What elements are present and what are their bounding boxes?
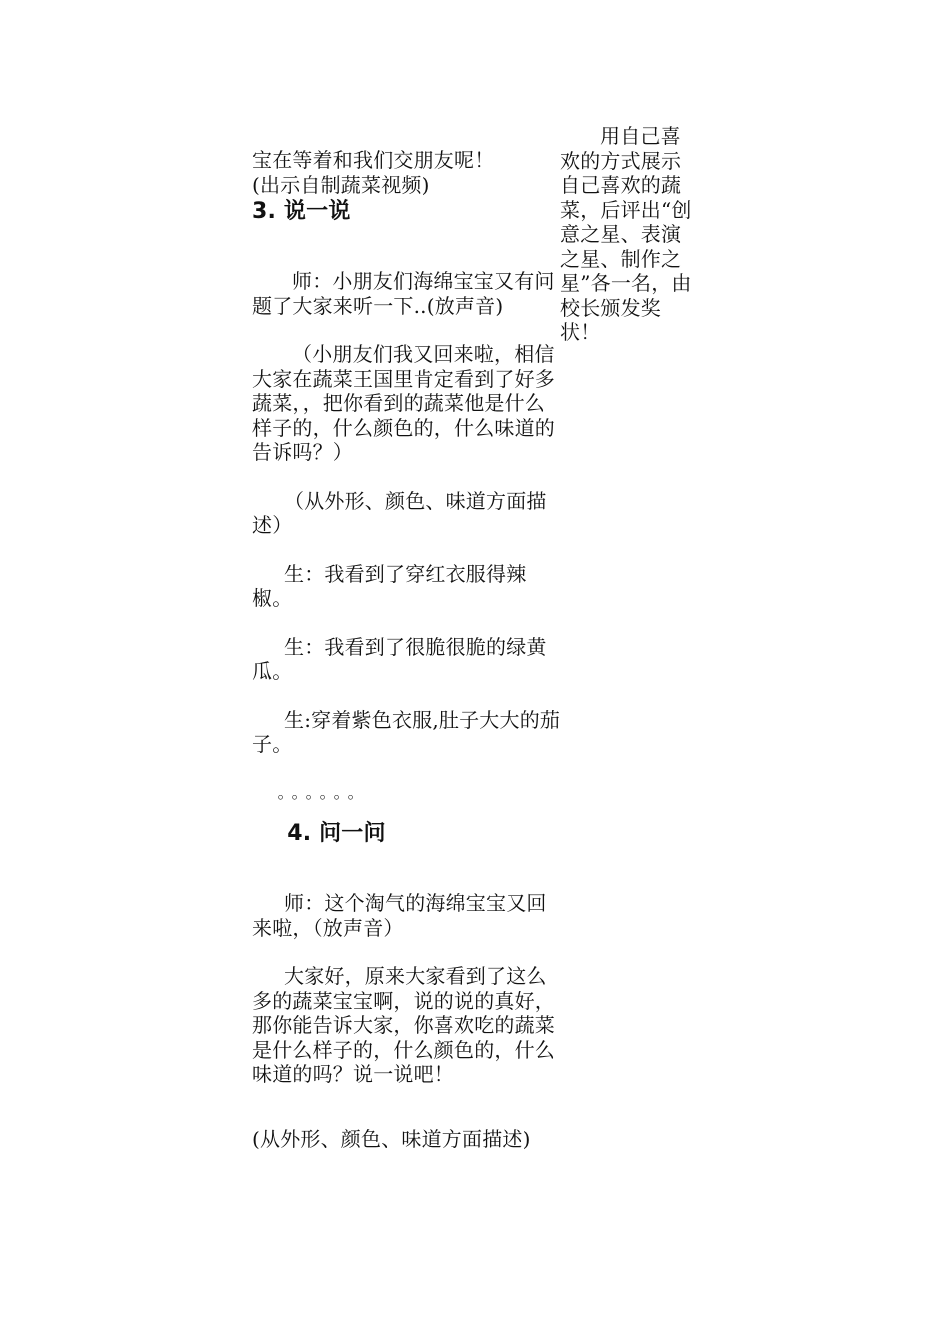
audio-quote-2: 大家好，原来大家看到了这么多的蔬菜宝宝啊，说的说的真好，那你能告诉大家，你喜欢吃的蔬菜是什么样子的，什么颜色的，什么味道的吗？说一说吧！ bbox=[252, 964, 555, 1086]
description-hint-1: （从外形、颜色、味道方面描述） bbox=[252, 488, 547, 537]
video-note: (出示自制蔬菜视频) bbox=[252, 172, 430, 197]
student-answer-2: 生：我看到了很脆很脆的绿黄瓜。 bbox=[252, 634, 547, 683]
teacher-line-2: 师：这个淘气的海绵宝宝又回来啦，（放声音） bbox=[252, 891, 547, 940]
side-note: 用自己喜欢的方式展示自己喜欢的蔬菜，后评出“创意之星、表演之星、制作之星”各一名，由校长颁发奖状！ bbox=[560, 124, 692, 344]
teacher-line-1: 师：小朋友们海绵宝宝又有问题了大家来听一下..(放声音) bbox=[252, 269, 555, 318]
section-heading-3: 3. 说一说 bbox=[252, 199, 351, 224]
audio-quote-1: （小朋友们我又回来啦，相信大家在蔬菜王国里肯定看到了好多蔬菜，，把你看到的蔬菜他是什么样子的，什么颜色的，什么味道的告诉吗？） bbox=[252, 342, 555, 464]
main-column bbox=[252, 148, 564, 1151]
student-answer-1: 生：我看到了穿红衣服得辣椒。 bbox=[252, 561, 527, 610]
student-answer-3: 生:穿着紫色衣服,肚子大大的茄子。 bbox=[252, 707, 561, 756]
continued-sentence: 宝在等着和我们交朋友呢！ bbox=[252, 148, 495, 172]
ellipsis-dots: 。。。。。。 bbox=[277, 782, 370, 802]
section-heading-4: 4. 问一问 bbox=[287, 821, 386, 846]
description-hint-2: (从外形、颜色、味道方面描述) bbox=[252, 1126, 531, 1151]
side-column bbox=[560, 124, 700, 345]
